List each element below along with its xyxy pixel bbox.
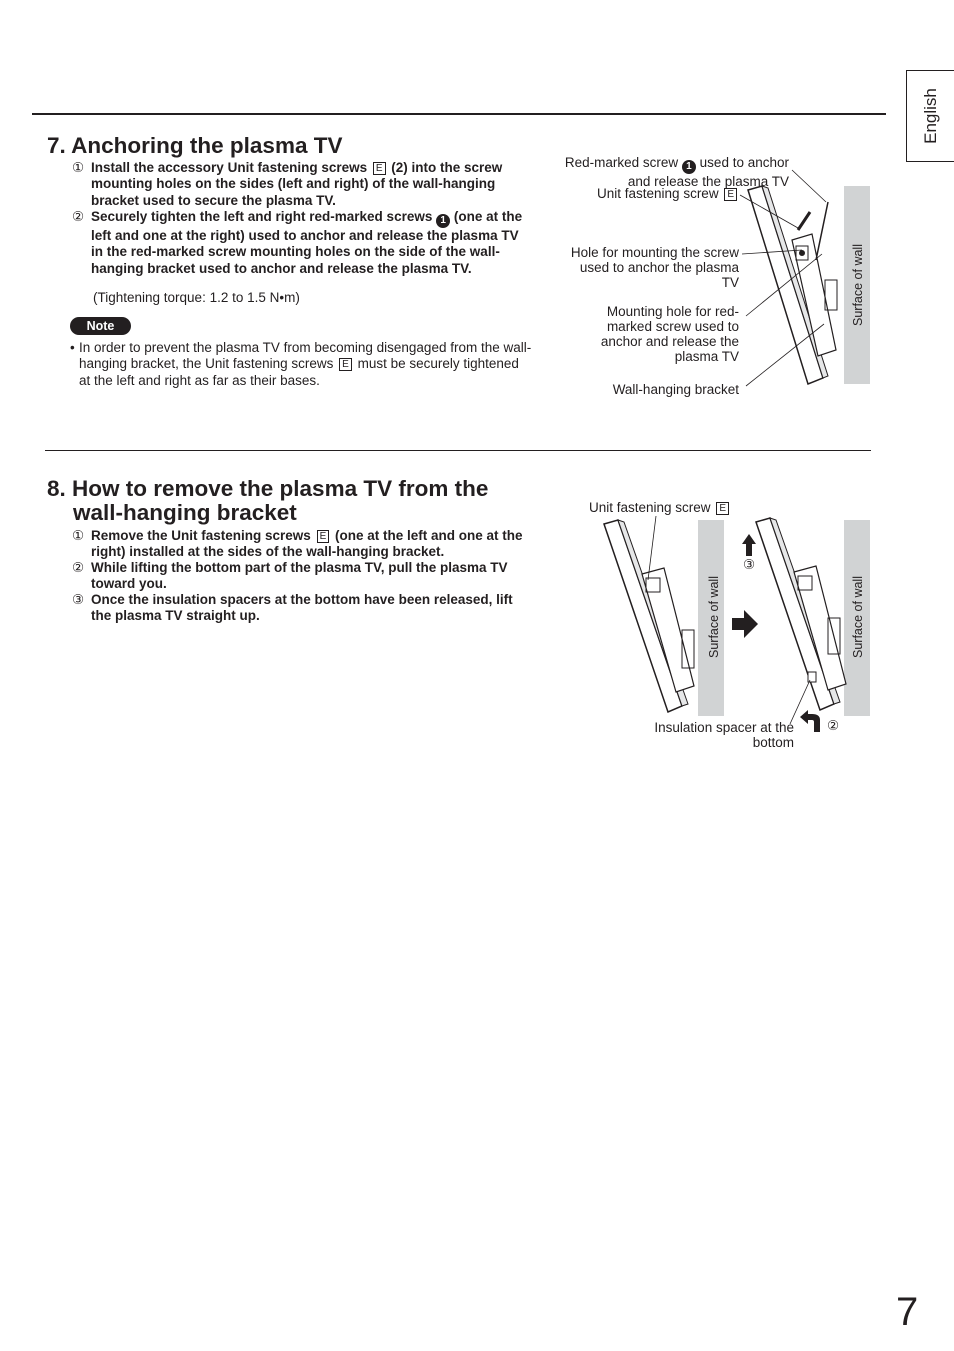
step-number: ② <box>72 560 85 575</box>
red-screw-marker: 1 <box>682 160 696 174</box>
section7-step1: ① Install the accessory Unit fastening screws E (2) into the screw mounting holes on the sides (left and right) of the wall-hanging bracket used to secure the plasma TV. <box>72 160 503 208</box>
screw-key-e: E <box>339 358 352 371</box>
right-arrow-icon <box>732 610 758 638</box>
mount-hole-label: Mounting hole for red- marked screw used to anchor and release the plasma TV <box>600 304 739 364</box>
wall-label-left: Surface of wall <box>707 576 721 658</box>
screw-key-e: E <box>373 162 386 175</box>
section8-step1: ① Remove the Unit fastening screws E (one at the left and one at the right) installed at the sides of the wall-hanging bracket. <box>72 528 523 560</box>
hole-label: Hole for mounting the screw used to anchor the plasma TV <box>570 245 739 290</box>
step3-marker: ③ <box>743 557 756 572</box>
unit-screw-label: Unit fastening screw E <box>540 186 739 201</box>
unit-screw-label-8: Unit fastening screw E <box>589 500 731 515</box>
step-number: ② <box>72 209 85 224</box>
spacer-label: Insulation spacer at the bottom <box>654 720 794 750</box>
bracket-label: Wall-hanging bracket <box>612 382 739 397</box>
step-number: ① <box>72 528 85 543</box>
top-rule <box>32 113 886 115</box>
screw-key-e: E <box>724 188 737 201</box>
language-tab <box>906 70 954 162</box>
section8-title-line2: wall-hanging bracket <box>73 500 297 525</box>
section8-step2: ② While lifting the bottom part of the plasma TV, pull the plasma TV toward you. <box>72 560 508 592</box>
screw-key-e: E <box>317 530 330 543</box>
red-screw <box>816 202 828 260</box>
section7-title: 7. Anchoring the plasma TV <box>47 133 343 158</box>
section8-title-line1: 8. How to remove the plasma TV from the <box>47 476 489 501</box>
red-screw-label: Red-marked screw 1 used to anchor and release the plasma TV <box>564 155 789 189</box>
section7-step2: ② Securely tighten the left and right red-marked screws 1 (one at the left and one at the right) used to anchor and release the plasma TV in the red-marked screw mounting holes on the side of the wall-hanging bracket used to anchor and release the plasma TV. <box>72 209 523 276</box>
page-number: 7 <box>896 1290 919 1334</box>
note-text: • In order to prevent the plasma TV from becoming disengaged from the wall-hanging bracket, the Unit fastening screws E must be securely tightened at the left and right as far as their bases. <box>70 340 532 388</box>
curved-arrow-icon <box>800 710 820 732</box>
screw-key-e: E <box>716 502 729 515</box>
torque-spec: (Tightening torque: 1.2 to 1.5 N•m) <box>93 290 300 305</box>
wall-label-7: Surface of wall <box>851 244 865 326</box>
up-arrow-icon <box>742 534 756 556</box>
section-divider <box>45 450 871 451</box>
red-screw-marker: 1 <box>436 214 450 228</box>
unit-screw <box>798 212 810 230</box>
step2-marker: ② <box>827 718 840 733</box>
step-number: ① <box>72 160 85 175</box>
removal-diagram <box>590 510 870 740</box>
step-number: ③ <box>72 592 85 607</box>
section8-step3: ③ Once the insulation spacers at the bottom have been released, lift the plasma TV straight up. <box>72 592 513 624</box>
language-tab-label: English <box>920 88 940 144</box>
note-badge: Note <box>70 317 131 335</box>
wall-label-right: Surface of wall <box>851 576 865 658</box>
